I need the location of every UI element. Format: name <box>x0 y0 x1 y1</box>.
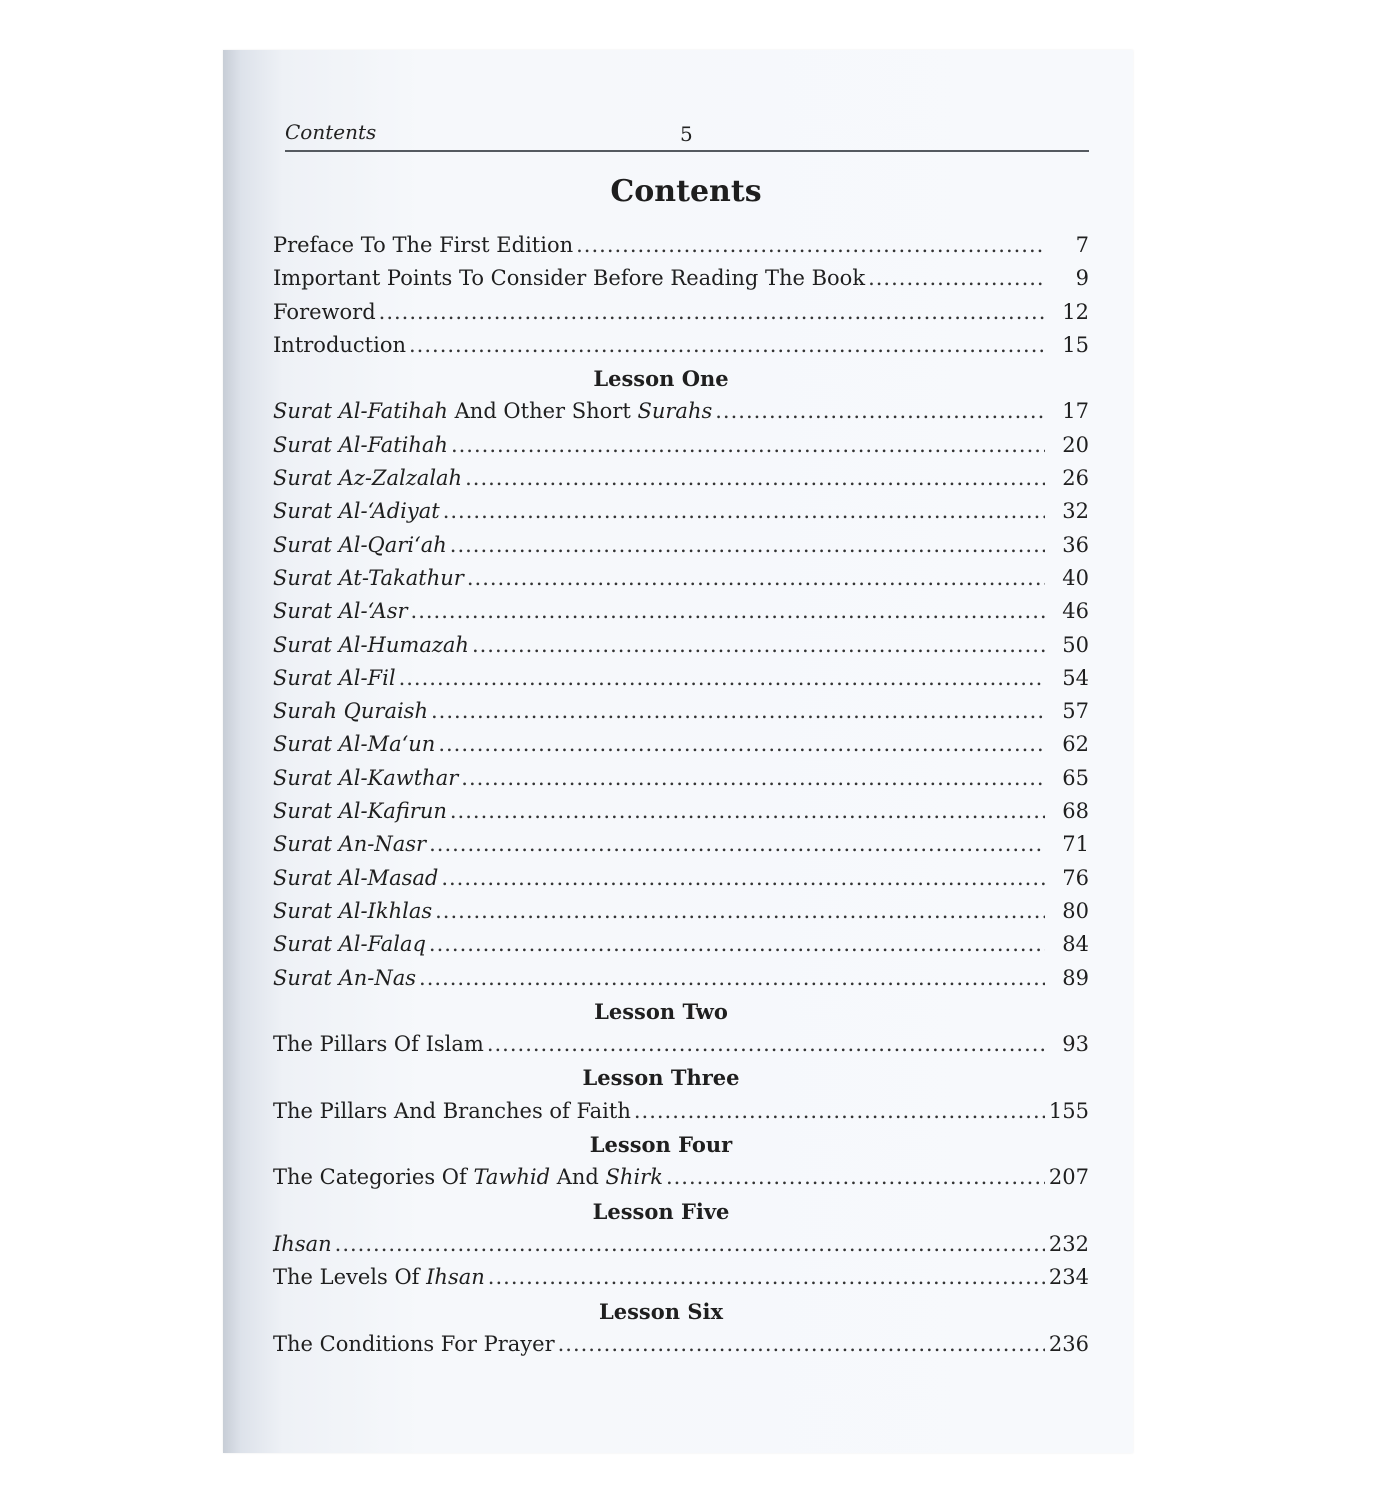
toc-entry <box>273 762 1089 795</box>
toc-entry-title-part: Surat Al-Fatihah <box>273 432 448 457</box>
toc-entry-page-number: 9 <box>1075 266 1089 291</box>
toc-entry-title <box>273 862 438 895</box>
lesson-heading: Lesson Three <box>582 1065 740 1091</box>
toc-entry <box>273 229 1089 262</box>
toc-entry-title <box>273 662 396 695</box>
dot-leader <box>666 1161 1045 1194</box>
dot-leader <box>467 562 1045 595</box>
dot-leader <box>472 629 1045 662</box>
toc-entry-title <box>273 595 408 628</box>
toc-entry-title-part: Surat An-Nasr <box>273 832 427 857</box>
toc-entry-title-part: Surat Al-Fil <box>273 665 396 690</box>
dot-leader <box>431 695 1045 728</box>
toc-entry-page-number: 12 <box>1062 299 1089 324</box>
toc-entry-title-part: Surat Al-Qari‘ah <box>273 532 447 557</box>
toc-entry-page-number: 207 <box>1048 1165 1089 1190</box>
toc-entry-title <box>273 1028 484 1061</box>
dot-leader <box>451 429 1045 462</box>
toc-entry-page-number: 62 <box>1062 732 1089 757</box>
dot-leader <box>450 795 1045 828</box>
toc-entry-title <box>273 895 432 928</box>
toc-entry <box>273 629 1089 662</box>
dot-leader <box>558 1328 1045 1361</box>
toc-entry <box>273 662 1089 695</box>
dot-leader <box>715 395 1045 428</box>
toc-entry-title-part: Surat Al-Masad <box>273 865 439 890</box>
lesson-heading: Lesson Six <box>598 1298 724 1324</box>
toc-entry-page-number: 46 <box>1062 599 1089 624</box>
toc-entry-title <box>273 1328 555 1361</box>
toc-entry-title <box>273 229 573 262</box>
toc-entry-title <box>273 728 435 761</box>
toc-entry-title <box>273 1161 663 1194</box>
toc-entry-title-part: Preface To The First Edition <box>273 233 574 257</box>
toc-entry <box>273 262 1089 295</box>
dot-leader <box>435 895 1045 928</box>
toc-entry <box>273 296 1089 329</box>
table-of-contents <box>273 229 1089 1361</box>
dot-leader <box>868 262 1045 295</box>
toc-entry-title-part: And Other Short <box>447 399 638 424</box>
toc-entry-title-part: Surat Al-‘Adiyat <box>273 499 440 524</box>
toc-entry <box>273 862 1089 895</box>
running-header <box>285 120 1089 152</box>
toc-entry <box>273 695 1089 728</box>
lesson-heading: Lesson Four <box>589 1132 733 1158</box>
dot-leader <box>465 462 1045 495</box>
toc-entry-title-part: Ihsan <box>273 1231 332 1256</box>
toc-entry-title-part: The Pillars Of Islam <box>273 1032 484 1057</box>
page-title: Contents <box>610 174 762 209</box>
dot-leader <box>487 1028 1045 1061</box>
toc-entry <box>273 795 1089 828</box>
toc-entry <box>273 495 1089 528</box>
toc-entry-title <box>273 329 406 362</box>
toc-entry-title <box>273 629 469 662</box>
toc-entry-title <box>273 529 447 562</box>
dot-leader <box>461 762 1045 795</box>
toc-entry <box>273 1261 1089 1294</box>
toc-entry-page-number: 15 <box>1062 332 1089 357</box>
toc-entry-page-number: 50 <box>1062 632 1089 657</box>
toc-entry-title-part: The Conditions For Prayer <box>273 1331 555 1356</box>
toc-entry <box>273 828 1089 861</box>
running-header-title: Contents <box>285 120 377 144</box>
toc-entry-title-part: And <box>550 1165 606 1190</box>
toc-entry <box>273 1028 1089 1061</box>
toc-entry-page-number: 17 <box>1062 399 1089 424</box>
lesson-heading: Lesson One <box>593 366 729 392</box>
toc-entry-page-number: 155 <box>1048 1098 1089 1123</box>
toc-entry <box>273 728 1089 761</box>
toc-entry-page-number: 76 <box>1062 865 1089 890</box>
toc-entry-title-part: Surah Quraish <box>273 699 428 724</box>
toc-entry-title-part: Ihsan <box>426 1265 485 1290</box>
toc-entry-title <box>273 296 376 329</box>
toc-entry-title-part: Surat Az-Zalzalah <box>273 466 463 491</box>
toc-entry <box>273 429 1089 462</box>
toc-entry-title <box>273 462 462 495</box>
book-page <box>223 50 1133 1453</box>
toc-entry-title <box>273 429 448 462</box>
dot-leader <box>411 595 1045 628</box>
toc-entry <box>273 1328 1089 1361</box>
toc-entry <box>273 595 1089 628</box>
dot-leader <box>335 1228 1045 1261</box>
toc-entry-title-part: Surat Al-Ma‘un <box>273 732 436 757</box>
toc-entry-page-number: 20 <box>1062 432 1089 457</box>
toc-entry-title-part: Foreword <box>273 299 376 324</box>
toc-entry <box>273 928 1089 961</box>
toc-entry-title-part: Surat Al-Fatihah <box>273 399 448 424</box>
toc-entry-title <box>273 928 426 961</box>
toc-entry-title <box>273 562 464 595</box>
toc-entry <box>273 562 1089 595</box>
toc-entry-title-part: Surat An-Nas <box>273 965 417 990</box>
toc-entry-title-part: Surat Al-Humazah <box>273 632 469 657</box>
toc-entry-page-number: 26 <box>1062 466 1089 491</box>
toc-entry <box>273 962 1089 995</box>
lesson-heading: Lesson Five <box>592 1198 730 1224</box>
running-header-page-number: 5 <box>680 122 693 146</box>
dot-leader <box>409 329 1045 362</box>
toc-entry-title-part: Important Points To Consider Before Reading The Book <box>273 266 866 291</box>
toc-entry-page-number: 84 <box>1062 932 1089 957</box>
dot-leader <box>488 1261 1045 1294</box>
toc-entry-title <box>273 1261 485 1294</box>
toc-entry-title-part: Surat Al-Falaq <box>273 932 426 957</box>
dot-leader <box>634 1095 1045 1128</box>
toc-entry <box>273 1228 1089 1261</box>
dot-leader <box>576 229 1045 262</box>
dot-leader <box>441 862 1045 895</box>
toc-entry-title <box>273 1228 332 1261</box>
toc-entry-page-number: 71 <box>1062 832 1089 857</box>
toc-entry-title-part: The Levels Of <box>273 1265 427 1290</box>
toc-entry-title-part: Surat Al-Ikhlas <box>273 898 433 923</box>
toc-entry-page-number: 232 <box>1048 1231 1089 1256</box>
dot-leader <box>450 529 1045 562</box>
toc-entry <box>273 895 1089 928</box>
dot-leader <box>399 662 1045 695</box>
toc-entry <box>273 1095 1089 1128</box>
toc-entry <box>273 329 1089 362</box>
toc-entry-page-number: 7 <box>1075 233 1089 257</box>
toc-entry-page-number: 54 <box>1062 665 1089 690</box>
toc-entry-title-part: Tawhid <box>473 1165 551 1190</box>
toc-entry-title <box>273 262 865 295</box>
toc-entry-title-part: Introduction <box>273 332 406 357</box>
toc-entry-title-part: Shirk <box>605 1165 663 1190</box>
toc-entry-title-part: The Pillars And Branches of Faith <box>273 1098 631 1123</box>
toc-entry-page-number: 89 <box>1062 965 1089 990</box>
dot-leader <box>419 962 1045 995</box>
toc-entry-page-number: 36 <box>1062 532 1089 557</box>
toc-entry-title <box>273 795 447 828</box>
toc-entry-title <box>273 695 428 728</box>
toc-entry-title <box>273 1095 631 1128</box>
dot-leader <box>379 296 1045 329</box>
toc-entry-page-number: 68 <box>1062 799 1089 824</box>
toc-entry <box>273 1161 1089 1194</box>
dot-leader <box>443 495 1045 528</box>
toc-entry-page-number: 32 <box>1062 499 1089 524</box>
toc-entry-title-part: Surat Al-Kafirun <box>273 799 447 824</box>
dot-leader <box>429 928 1045 961</box>
toc-entry-title <box>273 395 712 428</box>
toc-entry-title-part: Surat Al-‘Asr <box>273 599 408 624</box>
toc-entry-title-part: Surat Al-Kawthar <box>273 765 459 790</box>
toc-entry-title <box>273 762 458 795</box>
dot-leader <box>438 728 1045 761</box>
toc-entry-title <box>273 828 426 861</box>
dot-leader <box>429 828 1045 861</box>
toc-entry-page-number: 57 <box>1062 699 1089 724</box>
toc-entry-title <box>273 495 440 528</box>
toc-entry-title <box>273 962 416 995</box>
toc-entry <box>273 395 1089 428</box>
toc-entry-page-number: 93 <box>1062 1032 1089 1057</box>
toc-entry-title-part: The Categories Of <box>273 1165 474 1190</box>
toc-entry-title-part: Surahs <box>637 399 713 424</box>
toc-entry-page-number: 234 <box>1048 1265 1089 1290</box>
toc-entry-page-number: 65 <box>1062 765 1089 790</box>
lesson-heading: Lesson Two <box>594 998 728 1024</box>
toc-entry-page-number: 236 <box>1048 1331 1089 1356</box>
toc-entry-page-number: 80 <box>1062 898 1089 923</box>
toc-entry-title-part: Surat At-Takathur <box>273 565 464 590</box>
toc-entry <box>273 529 1089 562</box>
toc-entry <box>273 462 1089 495</box>
toc-entry-page-number: 40 <box>1062 565 1089 590</box>
